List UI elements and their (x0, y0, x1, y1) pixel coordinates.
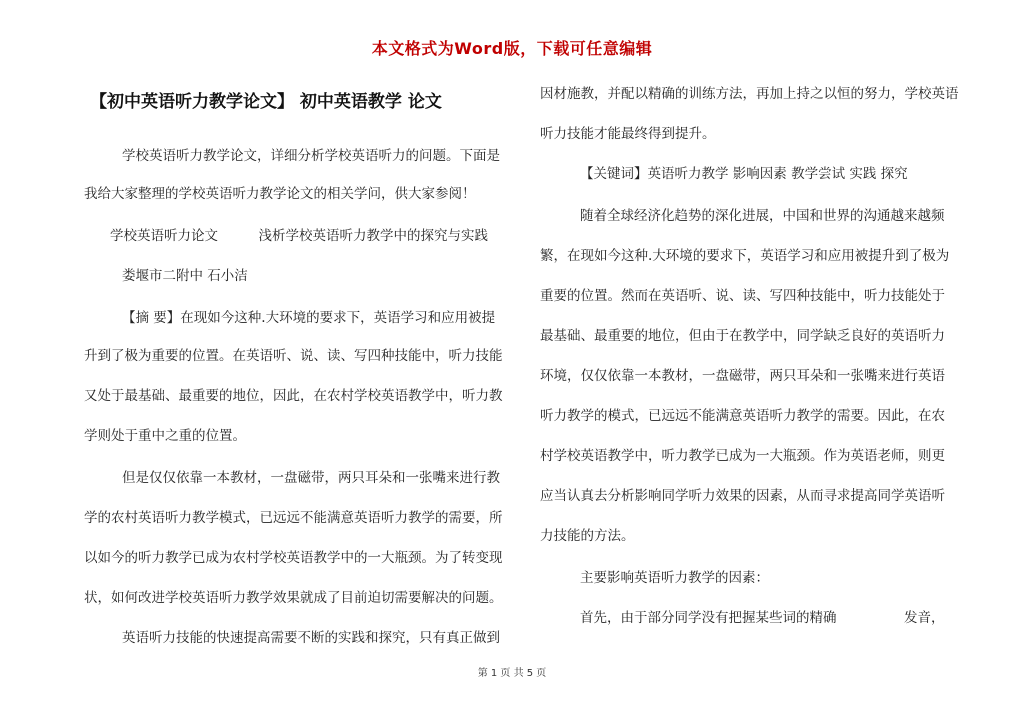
paragraph-line: 但是仅仅依靠一本教材，一盘磁带，两只耳朵和一张嘴来进行教 (122, 470, 500, 486)
paragraph-line: 升到了极为重要的位置。在英语听、说、读、写四种技能中，听力技能 (84, 348, 503, 364)
paragraph-line: 听力技能才能最终得到提升。 (540, 126, 716, 142)
paragraph-line: 村学校英语教学中，听力教学已成为一大瓶颈。作为英语老师，则更 (540, 448, 945, 464)
paragraph-line: 因材施教，并配以精确的训练方法，再加上持之以恒的努力，学校英语 (540, 86, 959, 102)
keywords-line: 【关键词】英语听力教学 影响因素 教学尝试 实践 探究 (580, 166, 908, 182)
subheading-line: 学校英语听力论文 浅析学校英语听力教学中的探究与实践 (110, 228, 488, 244)
paragraph-line: 又处于最基础、最重要的地位，因此，在农村学校英语教学中，听力教 (84, 388, 503, 404)
paragraph-line: 听力教学的模式，已远远不能满意英语听力教学的需要。因此，在农 (540, 408, 945, 424)
document-banner: 本文格式为Word版，下载可任意编辑 (371, 39, 653, 58)
paragraph-line: 繁，在现如今这种.大环境的要求下，英语学习和应用被提升到了极为 (540, 248, 950, 264)
page-footer: 第 1 页 共 5 页 (477, 668, 547, 679)
document-title: 【初中英语听力教学论文】 初中英语教学 论文 (90, 92, 442, 112)
paragraph-line: 学的农村英语听力教学模式，已远远不能满意英语听力教学的需要，所 (84, 510, 503, 526)
paragraph-line: 【摘 要】在现如今这种.大环境的要求下，英语学习和应用被提 (122, 310, 496, 326)
paragraph-line: 力技能的方法。 (540, 528, 635, 544)
paragraph-line: 我给大家整理的学校英语听力教学论文的相关学问，供大家参阅！ (84, 186, 476, 202)
paragraph-line: 环境，仅仅依靠一本教材，一盘磁带，两只耳朵和一张嘴来进行英语 (540, 368, 945, 384)
paragraph-line: 应当认真去分析影响同学听力效果的因素，从而寻求提高同学英语听 (540, 488, 945, 504)
section-heading-line: 主要影响英语听力教学的因素： (580, 570, 769, 586)
paragraph-line: 首先，由于部分同学没有把握某些词的精确 发音， (580, 610, 945, 626)
paragraph-line: 重要的位置。然而在英语听、说、读、写四种技能中，听力技能处于 (540, 288, 945, 304)
paragraph-line: 最基础、最重要的地位，但由于在教学中，同学缺乏良好的英语听力 (540, 328, 945, 344)
paragraph-line: 学校英语听力教学论文，详细分析学校英语听力的问题。下面是 (122, 148, 500, 164)
paragraph-line: 随着全球经济化趋势的深化进展，中国和世界的沟通越来越频 (580, 208, 945, 224)
paragraph-line: 以如今的听力教学已成为农村学校英语教学中的一大瓶颈。为了转变现 (84, 550, 503, 566)
author-line: 娄堰市二附中 石小洁 (122, 268, 248, 284)
paragraph-line: 状，如何改进学校英语听力教学效果就成了目前迫切需要解决的问题。 (84, 590, 503, 606)
paragraph-line: 英语听力技能的快速提高需要不断的实践和探究，只有真正做到 (122, 630, 500, 646)
paragraph-line: 学则处于重中之重的位置。 (84, 428, 246, 444)
